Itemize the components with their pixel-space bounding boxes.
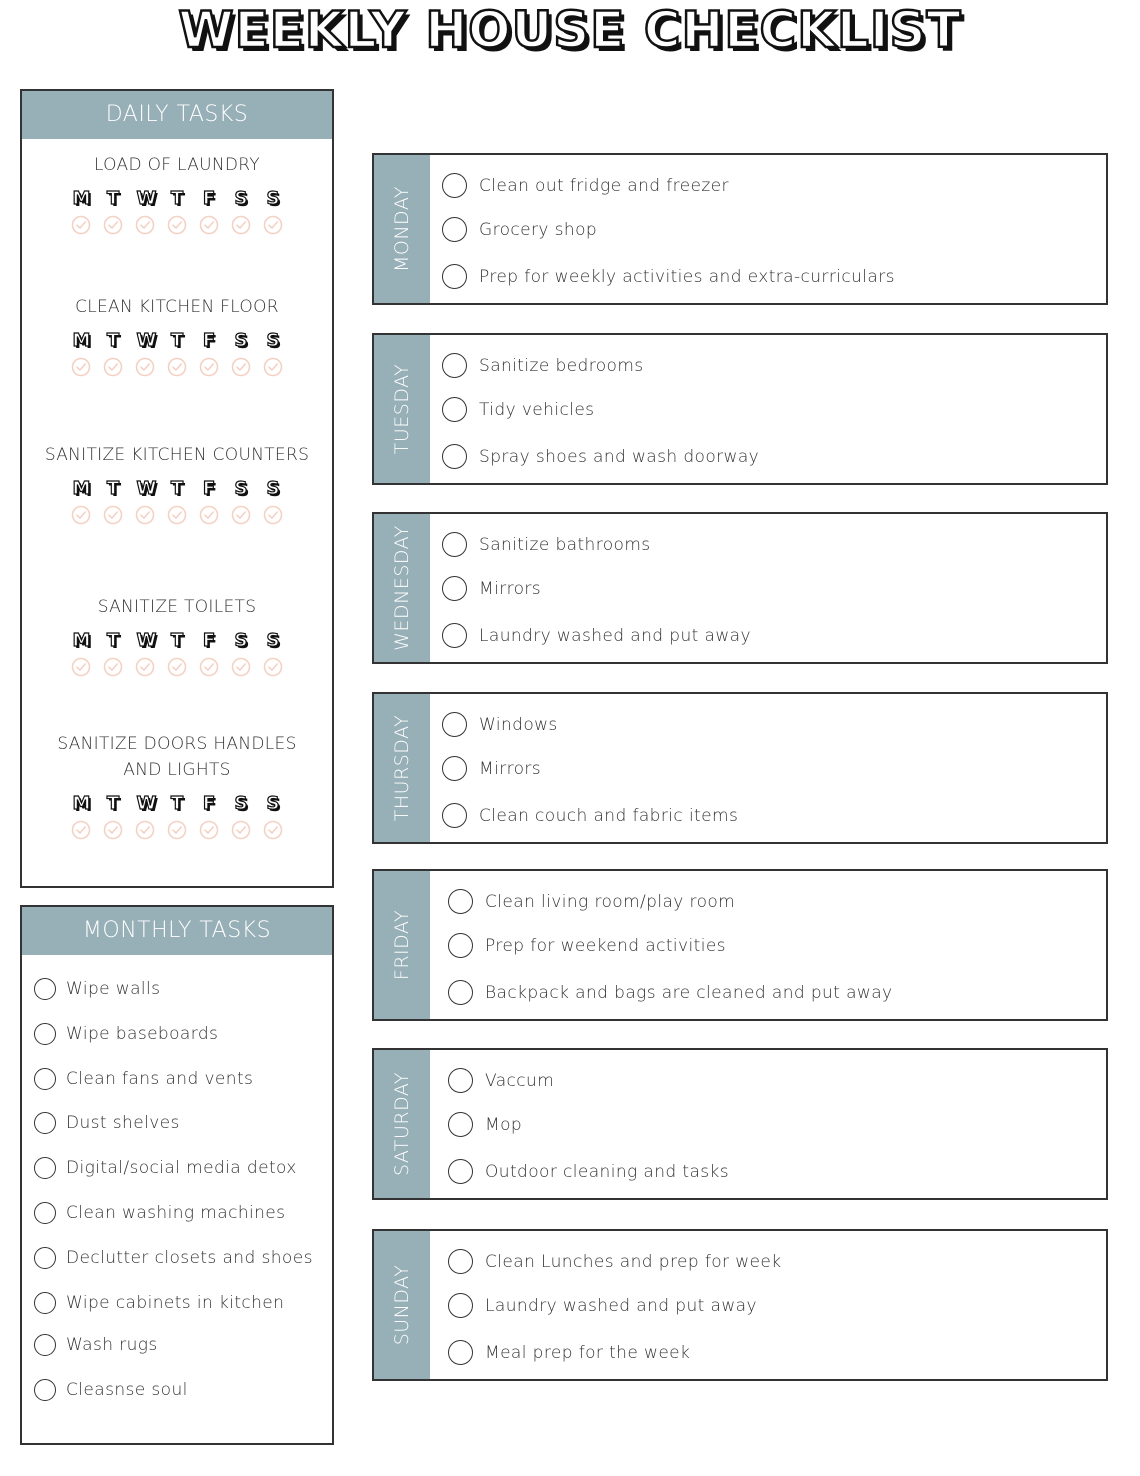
day-letter: S — [234, 630, 248, 651]
day-letter: T — [106, 188, 120, 209]
day-task-item[interactable] — [448, 1159, 729, 1184]
day-letter: T — [106, 630, 120, 651]
check-circle-icon[interactable] — [199, 215, 219, 235]
day-letter: M — [72, 478, 91, 499]
day-letter: T — [170, 630, 184, 651]
checkbox-circle-icon[interactable] — [34, 978, 56, 1000]
day-letter: W — [136, 188, 157, 209]
daily-task-door-handles — [42, 731, 312, 840]
check-circle-icon[interactable] — [167, 820, 187, 840]
monthly-task-label: Declutter closets and shoes — [66, 1248, 313, 1268]
daily-task-label: LOAD OF LAUNDRY — [94, 155, 260, 175]
day-tab — [374, 871, 430, 1019]
day-task-label: Vaccum — [485, 1070, 555, 1091]
daily-task-toilets — [22, 594, 332, 677]
day-letter: S — [234, 478, 248, 499]
check-circle-icon[interactable] — [71, 215, 91, 235]
day-panel-monday — [372, 153, 1108, 305]
monthly-task-item[interactable] — [34, 1023, 218, 1045]
day-letter: M — [72, 630, 91, 651]
check-circle-icon[interactable] — [167, 357, 187, 377]
day-task-label: Clean Lunches and prep for week — [485, 1251, 782, 1272]
checkbox-circle-icon[interactable] — [34, 1247, 56, 1269]
day-task-label: Grocery shop — [479, 219, 598, 240]
day-letter: S — [266, 630, 280, 651]
day-tab — [374, 1050, 430, 1198]
daily-task-laundry — [22, 152, 332, 235]
checkbox-circle-icon[interactable] — [442, 756, 467, 781]
check-circle-icon[interactable] — [199, 657, 219, 677]
day-panel-wednesday — [372, 512, 1108, 664]
day-letter: S — [266, 793, 280, 814]
check-circle-icon[interactable] — [167, 657, 187, 677]
day-tab — [374, 514, 430, 662]
checkbox-circle-icon[interactable] — [442, 217, 467, 242]
monthly-task-item[interactable] — [34, 1202, 285, 1224]
day-letter: T — [170, 188, 184, 209]
day-panel-saturday — [372, 1048, 1108, 1200]
check-circle-icon[interactable] — [231, 657, 251, 677]
monthly-task-item[interactable] — [34, 1379, 188, 1401]
check-circle-icon[interactable] — [231, 215, 251, 235]
day-task-label: Clean living room/play room — [485, 891, 736, 912]
day-task-item[interactable] — [442, 264, 895, 289]
day-letter: W — [136, 330, 157, 351]
day-task-label: Meal prep for the week — [485, 1342, 691, 1363]
day-task-label: Windows — [479, 714, 558, 735]
day-letter: W — [136, 478, 157, 499]
day-task-item[interactable] — [448, 980, 893, 1005]
monthly-task-label: Wipe walls — [66, 979, 161, 999]
day-task-item[interactable] — [448, 1068, 554, 1093]
check-circle-icon[interactable] — [263, 820, 283, 840]
day-task-label: Outdoor cleaning and tasks — [485, 1161, 730, 1182]
day-task-label: Spray shoes and wash doorway — [479, 446, 760, 467]
day-task-item[interactable] — [442, 532, 651, 557]
monthly-task-item[interactable] — [34, 1157, 297, 1179]
checkbox-circle-icon[interactable] — [442, 803, 467, 828]
check-circle-icon[interactable] — [135, 657, 155, 677]
monthly-task-label: Dust shelves — [66, 1113, 180, 1133]
day-task-label: Tidy vehicles — [479, 399, 595, 420]
checkbox-circle-icon[interactable] — [442, 576, 467, 601]
monthly-task-label: Digital/social media detox — [66, 1158, 297, 1178]
check-circle-icon[interactable] — [263, 657, 283, 677]
day-task-label: Clean couch and fabric items — [479, 805, 739, 826]
check-circle-icon[interactable] — [71, 820, 91, 840]
day-task-label: Laundry washed and put away — [485, 1295, 757, 1316]
day-label: SUNDAY — [391, 1264, 413, 1346]
check-circle-icon[interactable] — [135, 505, 155, 525]
check-circle-icon[interactable] — [103, 357, 123, 377]
day-tab — [374, 694, 430, 842]
check-circle-icon[interactable] — [135, 357, 155, 377]
day-letters — [22, 330, 332, 351]
monthly-task-label: Wipe cabinets in kitchen — [66, 1293, 285, 1313]
check-circle-icon[interactable] — [135, 215, 155, 235]
day-task-label: Prep for weekend activities — [485, 935, 726, 956]
day-panel-thursday — [372, 692, 1108, 844]
day-task-label: Sanitize bedrooms — [479, 355, 644, 376]
checkbox-circle-icon[interactable] — [442, 444, 467, 469]
day-task-item[interactable] — [442, 576, 541, 601]
day-task-item[interactable] — [442, 444, 759, 469]
day-tab — [374, 1231, 430, 1379]
daily-tasks-panel — [20, 89, 334, 888]
checkbox-circle-icon[interactable] — [34, 1023, 56, 1045]
page-title: WEEKLY HOUSE CHECKLIST — [178, 1, 962, 59]
monthly-task-item[interactable] — [34, 1292, 284, 1314]
checkbox-circle-icon[interactable] — [34, 1292, 56, 1314]
day-letter: T — [106, 478, 120, 499]
checkbox-circle-icon[interactable] — [34, 1157, 56, 1179]
day-task-item[interactable] — [448, 933, 726, 958]
day-checks — [22, 657, 332, 677]
monthly-task-item[interactable] — [34, 1334, 158, 1356]
day-task-item[interactable] — [442, 803, 738, 828]
monthly-tasks-header: MONTHLY TASKS — [22, 907, 332, 955]
check-circle-icon[interactable] — [231, 820, 251, 840]
day-tab — [374, 335, 430, 483]
day-task-item[interactable] — [448, 1249, 782, 1274]
day-letter: S — [266, 330, 280, 351]
day-letter: F — [202, 793, 216, 814]
day-task-item[interactable] — [448, 1340, 690, 1365]
day-letter: T — [170, 330, 184, 351]
day-task-label: Prep for weekly activities and extra-curriculars — [479, 266, 895, 287]
checkbox-circle-icon[interactable] — [442, 397, 467, 422]
day-panel-sunday — [372, 1229, 1108, 1381]
checkbox-circle-icon[interactable] — [442, 264, 467, 289]
check-circle-icon[interactable] — [263, 505, 283, 525]
monthly-task-item[interactable] — [34, 1247, 313, 1269]
check-circle-icon[interactable] — [71, 505, 91, 525]
day-task-label: Mirrors — [479, 758, 542, 779]
day-task-item[interactable] — [442, 173, 729, 198]
day-task-item[interactable] — [442, 756, 541, 781]
check-circle-icon[interactable] — [167, 215, 187, 235]
monthly-task-label: Wash rugs — [66, 1335, 158, 1355]
day-task-item[interactable] — [442, 623, 751, 648]
check-circle-icon[interactable] — [71, 357, 91, 377]
checkbox-circle-icon[interactable] — [442, 712, 467, 737]
day-letter: S — [266, 478, 280, 499]
day-task-item[interactable] — [442, 712, 558, 737]
day-checks — [42, 820, 312, 840]
check-circle-icon[interactable] — [103, 820, 123, 840]
daily-task-label: SANITIZE DOORS HANDLES AND LIGHTS — [57, 734, 297, 780]
check-circle-icon[interactable] — [103, 505, 123, 525]
monthly-task-label: Cleasnse soul — [66, 1380, 188, 1400]
checkbox-circle-icon[interactable] — [34, 1202, 56, 1224]
daily-task-kitchen-floor — [22, 294, 332, 377]
day-letters — [22, 630, 332, 651]
check-circle-icon[interactable] — [263, 357, 283, 377]
check-circle-icon[interactable] — [199, 820, 219, 840]
checkbox-circle-icon[interactable] — [448, 1249, 473, 1274]
day-letter: S — [234, 330, 248, 351]
monthly-task-label: Wipe baseboards — [66, 1024, 219, 1044]
monthly-task-item[interactable] — [34, 1112, 180, 1134]
day-task-label: Mirrors — [479, 578, 542, 599]
day-letter: F — [202, 478, 216, 499]
checkbox-circle-icon[interactable] — [448, 1112, 473, 1137]
day-letter: M — [72, 188, 91, 209]
checkbox-circle-icon[interactable] — [34, 1334, 56, 1356]
daily-task-kitchen-counters — [22, 442, 332, 525]
checkbox-circle-icon[interactable] — [442, 173, 467, 198]
check-circle-icon[interactable] — [263, 215, 283, 235]
day-checks — [22, 215, 332, 235]
monthly-task-item[interactable] — [34, 1068, 253, 1090]
checkbox-circle-icon[interactable] — [442, 623, 467, 648]
day-label: WEDNESDAY — [391, 525, 413, 651]
day-task-label: Mop — [485, 1114, 523, 1135]
check-circle-icon[interactable] — [135, 820, 155, 840]
day-label: SATURDAY — [391, 1071, 413, 1177]
check-circle-icon[interactable] — [167, 505, 187, 525]
day-task-label: Sanitize bathrooms — [479, 534, 651, 555]
check-circle-icon[interactable] — [231, 357, 251, 377]
monthly-tasks-panel — [20, 905, 334, 1445]
day-letter: W — [136, 630, 157, 651]
check-circle-icon[interactable] — [199, 505, 219, 525]
day-letter: T — [106, 330, 120, 351]
checkbox-circle-icon[interactable] — [448, 1159, 473, 1184]
day-label: TUESDAY — [391, 363, 413, 455]
checkbox-circle-icon[interactable] — [448, 889, 473, 914]
check-circle-icon[interactable] — [103, 657, 123, 677]
day-letter: T — [170, 478, 184, 499]
day-letter: W — [136, 793, 157, 814]
day-task-label: Clean out fridge and freezer — [479, 175, 729, 196]
day-letter: S — [266, 188, 280, 209]
daily-task-label: SANITIZE TOILETS — [97, 597, 257, 617]
day-letter: T — [106, 793, 120, 814]
day-letters — [22, 478, 332, 499]
check-circle-icon[interactable] — [231, 505, 251, 525]
day-letter: F — [202, 330, 216, 351]
checkbox-circle-icon[interactable] — [34, 1112, 56, 1134]
day-task-item[interactable] — [448, 889, 735, 914]
day-letters — [42, 793, 312, 814]
day-task-item[interactable] — [442, 397, 594, 422]
day-tab — [374, 155, 430, 303]
day-label: FRIDAY — [391, 909, 413, 981]
day-letter: M — [72, 793, 91, 814]
day-letter: M — [72, 330, 91, 351]
day-checks — [22, 505, 332, 525]
check-circle-icon[interactable] — [199, 357, 219, 377]
check-circle-icon[interactable] — [71, 657, 91, 677]
day-letter: T — [170, 793, 184, 814]
day-task-item[interactable] — [442, 353, 644, 378]
day-letter: F — [202, 188, 216, 209]
day-letters — [22, 188, 332, 209]
checkbox-circle-icon[interactable] — [442, 353, 467, 378]
day-label: THURSDAY — [391, 714, 413, 822]
monthly-task-label: Clean fans and vents — [66, 1069, 254, 1089]
day-checks — [22, 357, 332, 377]
checkbox-circle-icon[interactable] — [448, 933, 473, 958]
day-letter: F — [202, 630, 216, 651]
daily-task-label: SANITIZE KITCHEN COUNTERS — [44, 445, 310, 465]
daily-tasks-header: DAILY TASKS — [22, 91, 332, 139]
monthly-task-label: Clean washing machines — [66, 1203, 286, 1223]
checkbox-circle-icon[interactable] — [448, 980, 473, 1005]
day-letter: S — [234, 793, 248, 814]
checkbox-circle-icon[interactable] — [448, 1068, 473, 1093]
day-label: MONDAY — [391, 186, 413, 272]
day-panel-tuesday — [372, 333, 1108, 485]
day-task-label: Laundry washed and put away — [479, 625, 751, 646]
day-task-label: Backpack and bags are cleaned and put away — [485, 982, 893, 1003]
monthly-task-item[interactable] — [34, 978, 160, 1000]
checkbox-circle-icon[interactable] — [448, 1340, 473, 1365]
checkbox-circle-icon[interactable] — [448, 1293, 473, 1318]
check-circle-icon[interactable] — [103, 215, 123, 235]
day-panel-friday — [372, 869, 1108, 1021]
checkbox-circle-icon[interactable] — [34, 1379, 56, 1401]
day-letter: S — [234, 188, 248, 209]
checkbox-circle-icon[interactable] — [442, 532, 467, 557]
day-task-item[interactable] — [442, 217, 597, 242]
daily-task-label: CLEAN KITCHEN FLOOR — [75, 297, 279, 317]
day-task-item[interactable] — [448, 1112, 522, 1137]
checkbox-circle-icon[interactable] — [34, 1068, 56, 1090]
day-task-item[interactable] — [448, 1293, 757, 1318]
